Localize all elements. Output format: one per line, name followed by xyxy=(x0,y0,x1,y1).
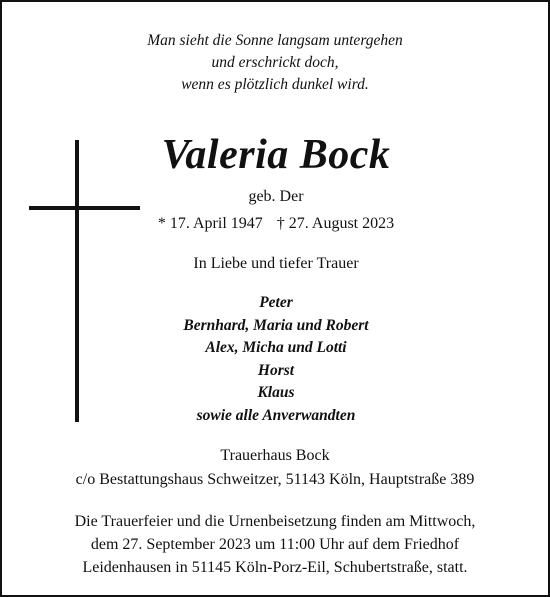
ceremony-line: Die Trauerfeier und die Urnenbeisetzung finden am Mittwoch, xyxy=(74,513,476,530)
ceremony-info xyxy=(2,510,548,579)
life-dates xyxy=(2,213,548,235)
poem-line: wenn es plötzlich dunkel wird. xyxy=(181,76,369,93)
mourner-line: Peter xyxy=(259,294,293,311)
birth-date: * 17. April 1947 xyxy=(157,215,263,232)
poem-line: Man sieht die Sonne langsam untergehen xyxy=(147,32,403,49)
mourner-line: Klaus xyxy=(257,384,295,401)
maiden-name: geb. Der xyxy=(248,188,304,205)
ceremony-line: dem 27. September 2023 um 11:00 Uhr auf dem Friedhof xyxy=(90,536,460,553)
ceremony-line: Leidenhausen in 51145 Köln-Porz-Eil, Schubertstraße, statt. xyxy=(82,559,468,576)
mourner-line: Horst xyxy=(257,361,295,379)
opening-poem xyxy=(2,30,548,96)
mourning-house-address xyxy=(2,444,548,492)
death-date: † 27. August 2023 xyxy=(276,215,395,232)
grief-line: In Liebe und tiefer Trauer xyxy=(193,255,359,272)
mourner-line: Bernhard, Maria und Robert xyxy=(183,316,369,334)
address-line: c/o Bestattungshaus Schweitzer, 51143 Köln, Hauptstraße 389 xyxy=(75,471,475,488)
deceased-name: Valeria Bock xyxy=(161,132,391,178)
mourners-list xyxy=(2,292,548,427)
mourner-line: sowie alle Anverwandten xyxy=(196,406,356,424)
poem-line: und erschrickt doch, xyxy=(211,54,339,71)
mourner-line: Alex, Micha und Lotti xyxy=(205,339,347,356)
address-line: Trauerhaus Bock xyxy=(220,447,330,464)
